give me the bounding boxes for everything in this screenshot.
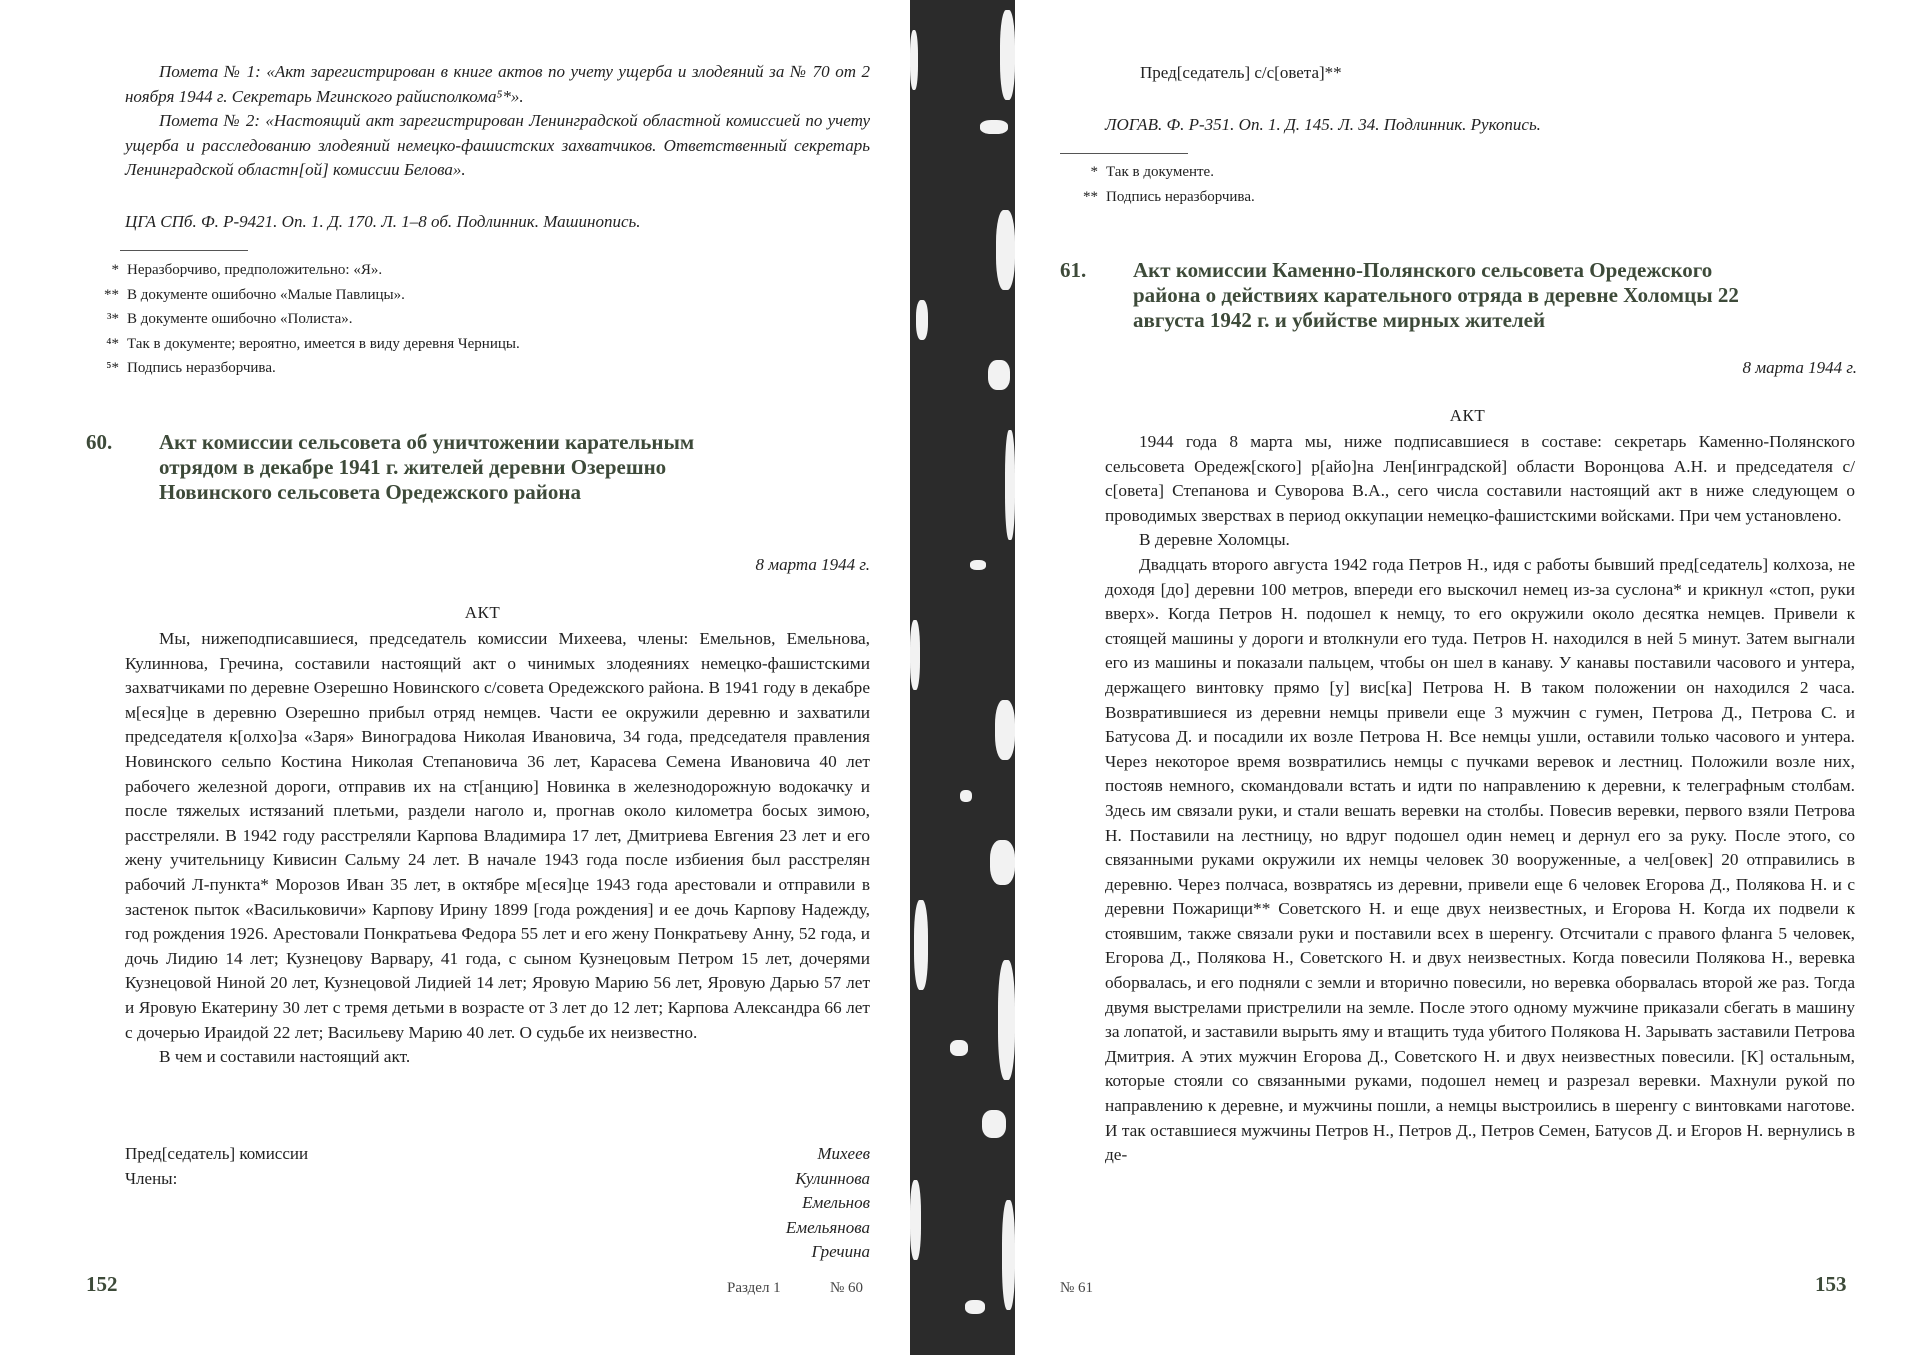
- folio-doc-ref: № 60: [830, 1280, 864, 1296]
- binding-gutter: [910, 0, 1015, 1355]
- member-name: Емельянова: [785, 1217, 870, 1237]
- document-body: [1105, 430, 1855, 1168]
- body-paragraph: В чем и составили настоящий акт.: [159, 1047, 411, 1067]
- footnotes: [85, 258, 865, 381]
- member-signature: [125, 1167, 870, 1192]
- folio-doc-ref: № 61: [1060, 1280, 1094, 1296]
- footnote: * Так в документе.: [1090, 164, 1214, 180]
- chair-name: Михеев: [817, 1144, 870, 1163]
- right-page: [1015, 0, 1920, 1355]
- footnote: ** Подпись неразборчива.: [1083, 188, 1255, 205]
- members-label: Члены:: [125, 1168, 178, 1188]
- archive-reference: ЦГА СПб. Ф. Р-9421. Оп. 1. Д. 170. Л. 1–8 об. Подлинник. Машинопись.: [125, 212, 641, 231]
- document-number: 61.: [1060, 258, 1087, 282]
- footnote: ⁵* Подпись неразборчива.: [106, 360, 276, 376]
- body-paragraph: 1944 года 8 марта мы, ниже подписавшиеся в составе: секретарь Каменно-Полянского сельсовета Оредеж[ского] р[айо]на Лен[инградской] области Воронцова А.Н. и председателя с/с[овета] Степанова и Суворова В.А., сего числа составили настоящий акт в ниже следующем о проводимых зверствах в период оккупации немецко-фашистскими войсками. При чем установлено.: [1105, 432, 1855, 525]
- registration-note-2: Помета № 2: «Настоящий акт зарегистрирован Ленинградской областной комиссией по учету ущерба и расследованию злодеяний немецко-фашистских захватчиков. Ответственный секретарь Ленинградской областн[ой] комиссии Белова».: [125, 111, 870, 179]
- footnote: ** В документе ошибочно «Малые Павлицы».: [104, 286, 405, 303]
- document-heading: [1060, 258, 1810, 333]
- akt-label: АКТ: [464, 603, 501, 622]
- document-body: [125, 627, 870, 1070]
- body-paragraph: В деревне Холомцы.: [1139, 530, 1290, 550]
- left-page: [0, 0, 910, 1355]
- document-title: Акт комиссии Каменно-Полянского сельсовета Оредежского района о действиях карательного отряда в деревне Холомцы 22 августа 1942 г. и убийстве мирных жителей: [1133, 258, 1739, 332]
- akt-label: АКТ: [1449, 406, 1486, 425]
- section-label: Раздел 1: [727, 1280, 781, 1296]
- chair-signature-top: Пред[седатель] с/с[овета]**: [1140, 63, 1342, 82]
- document-heading: [86, 430, 726, 505]
- document-date: 8 марта 1944 г.: [1742, 358, 1857, 377]
- footnote-rule: [1060, 153, 1188, 154]
- footnote: ³* В документе ошибочно «Полиста».: [107, 311, 353, 327]
- registration-note-1: Помета № 1: «Акт зарегистрирован в книге актов по учету ущерба и злодеяний за № 70 от 2 ноября 1944 г. Секретарь Мгинского райисполкома⁵*».: [125, 62, 870, 106]
- chair-label: Пред[седатель] комиссии: [125, 1144, 309, 1163]
- body-paragraph: Двадцать второго августа 1942 года Петров Н., идя с работы бывший пред[седатель] колхоза, не доходя [до] деревни 100 метров, впереди его выскочил немец из-за суслона* и крикнул «стоп, руки вверх». Когда Петров Н. подошел к немцу, то его окружили около десятка немцев. Привели к стоящей машины у дороги и втолкнули его туда. Петров Н. находился в ней 5 минут. Затем выгнали его из машины и показали пальцем, чтобы он шел в канаву. У канавы поставили часового и унтера, держащего винтовку прямо [у] вис[ка] Петрова Н. В таком положении он находился 2 часа. Возвратившиеся из деревни немцы привели еще 3 мужчин с гумен, Петрова Д., Петрова С. и Батусова Д. и посадили их возле Петрова Н. Все немцы ушли, оставили только часового и унтера. Через некоторое время возвратились немцы с пучками веревок и лестниц. Положили возле них, постояв немного, скомандовали встать и идти по направлению к деревни, к телеграфным столбам. Здесь им связали руки, и стали вешать веревки на столбы. Повесив веревки, первого взяли Петрова Н. Поставили на лестницу, но вдруг подошел один немец и дернул его за руку. После этого, со связанными руками окружили их немцы человек 30 вооруженные, а чел[овек] 20 отправились в деревню. Через полчаса, возвратясь из деревни, привели еще 6 человек Егорова Д., Полякова Н. и с деревни Пожарищи** Советского Н. и еще двух неизвестных, и Егорова Н. Когда их подвели к стоявшим, также связали руки и поставили всех в шеренгу. Отсчитали с правого фланга 5 человек, Егорова Д., Полякова Н., Советского Н. и двух неизвестных. Когда повесили Полякова Н., веревка оборвалась, и его подняли с земли и вторично повесили, но веревка оборвалась второй же раз. Тогда двумя выстрелами пристрелили на земле. После этого одному мужчине приказали сбегать в машину за лопатой, и заставили вырыть яму и втащить туда убитого Полякова Н. Зарывать заставили Петрова Дмитрия. А этих мужчин Егорова Д., Советского Н. и двух неизвестных повесили. [К] остальным, которые стояли со связанными руками, подошел немец и разрезал веревки. Махнули рукой по направлению к деревне, и мужчины пошли, а немцы выстроились в шеренгу с винтовками наготове. И так оставшиеся мужчины Петров Н., Петров Д., Петров Семен, Батусов Д. и Егоров Н. вернулись в де-: [1105, 554, 1855, 1165]
- footnote: ⁴* Так в документе; вероятно, имеется в виду деревня Черницы.: [106, 335, 520, 352]
- page-number: 152: [86, 1272, 118, 1296]
- member-name: Емельнов: [802, 1193, 870, 1212]
- footnote: * Неразборчиво, предположительно: «Я».: [111, 262, 383, 278]
- document-number: 60.: [86, 430, 113, 454]
- archive-reference: ЛОГАВ. Ф. Р-351. Оп. 1. Д. 145. Л. 34. Подлинник. Рукопись.: [1105, 115, 1541, 134]
- document-date: 8 марта 1944 г.: [755, 555, 870, 574]
- chair-signature: [125, 1142, 870, 1167]
- signature-block: [125, 1142, 870, 1265]
- member-name: Гречина: [811, 1242, 870, 1261]
- document-title: Акт комиссии сельсовета об уничтожении карательным отрядом в декабре 1941 г. жителей деревни Озерешно Новинского сельсовета Оредежского района: [159, 430, 695, 504]
- member-name: Кулиннова: [795, 1168, 870, 1188]
- footnotes: [1064, 160, 1844, 209]
- footnote-rule: [120, 250, 248, 251]
- page-number: 153: [1815, 1272, 1847, 1296]
- notes-block: [125, 60, 870, 183]
- body-paragraph: Мы, нижеподписавшиеся, председатель комиссии Михеева, члены: Емельнов, Емельнова, Кулиннова, Гречина, составили настоящий акт о чинимых злодеяниях немецко-фашистскими захватчиками по деревне Озерешно Новинского с/совета Оредежского района. В 1941 году в декабре м[еся]це в деревню Озерешно прибыл отряд немцев. Части ее окружили деревню и захватили председателя к[олхо]за «Заря» Виноградова Николая Ивановича, 34 года, председателя правления Новинского сельпо Костина Николая Степановича 36 лет, Карасева Семена Ивановича 40 лет рабочего железной дороги, отправив их на ст[анцию] Новинка в железнодорожную водокачку и после тяжелых истязаний плетьми, раздели наголо и, прогнав около километра босых зимою, расстреляли. В 1942 году расстреляли Карпова Владимира 17 лет, Дмитриева Евгения 23 лет и его жену учительницу Кивисин Сальму 24 лет. В начале 1943 года после избиения был расстрелян рабочий Л-пункта* Морозов Иван 35 лет, в октябре м[еся]це 1943 года арестовали и отправили в застенок пыток «Васильковичи» Карпову Ирину 1899 [года рождения] и ее дочь Карпову Надежду, год рождения 1926. Арестовали Понкратьева Федора 55 лет и его жену Понкратьеву Анну, 52 года, и дочь Лидию 14 лет; Кузнецову Варвару, 41 года, с сыном Кузнецовым Петром 15 лет, дочерями Кузнецовой Ниной 20 лет, Кузнецовой Лидией 14 лет; Яровую Марию 56 лет, Яровую Дарью 57 лет и Яровую Екатерину 30 лет с тремя детьми в возрасте от 3 лет до 12 лет; Карпова Александра 66 лет с дочерью Ираидой 22 лет; Васильеву Марию 40 лет. О судьбе их неизвестно.: [125, 629, 870, 1042]
